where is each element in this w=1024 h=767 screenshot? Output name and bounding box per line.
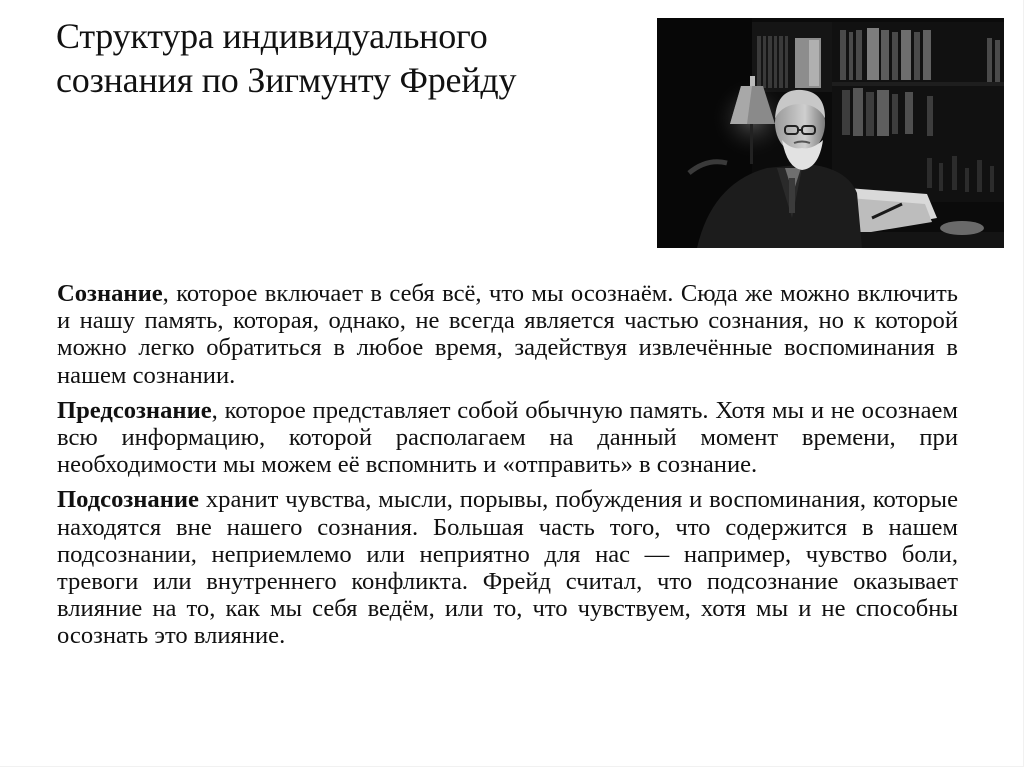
paragraph-consciousness: [57, 280, 958, 389]
portrait-photo-icon: [657, 18, 1004, 248]
paragraph-preconscious: [57, 397, 958, 479]
term-preconscious: Предсознание: [57, 396, 212, 424]
paragraph-subconscious-text: хранит чувства, мысли, порывы, побуждения и воспоминания, которые находятся вне нашего сознания. Большая часть того, что содержится в нашем подсознании, неприемлемо или неприятно для нас — например, чувство боли, тревоги или внутреннего конфликта. Фрейд считал, что подсознание оказывает влияние на то, как мы себя ведём, или то, что чувствуем, хотя мы и не способны осознать это влияние.: [57, 486, 958, 650]
paragraph-subconscious: [57, 486, 958, 649]
term-subconscious: Подсознание: [57, 486, 199, 514]
term-consciousness: Сознание: [57, 280, 163, 307]
freud-portrait-photo: [657, 18, 1004, 248]
paragraph-consciousness-text: , которое включает в себя всё, что мы осознаём. Сюда же можно включить и нашу память, которая, однако, не всегда является частью сознания, но к которой можно легко обратиться в любое время, задействуя извлечённые воспоминания в нашем сознании.: [57, 280, 958, 389]
paragraph-preconscious-text: , которое представляет собой обычную память. Хотя мы и не осознаем всю информацию, которой располагаем на данный момент времени, при необходимости мы можем её вспомнить и «отправить» в сознание.: [57, 396, 958, 479]
title-line-1: Структура индивидуального: [56, 16, 488, 56]
slide-title: [56, 14, 636, 102]
title-line-2: сознания по Зигмунту Фрейду: [56, 60, 517, 100]
body-text: [57, 280, 958, 658]
